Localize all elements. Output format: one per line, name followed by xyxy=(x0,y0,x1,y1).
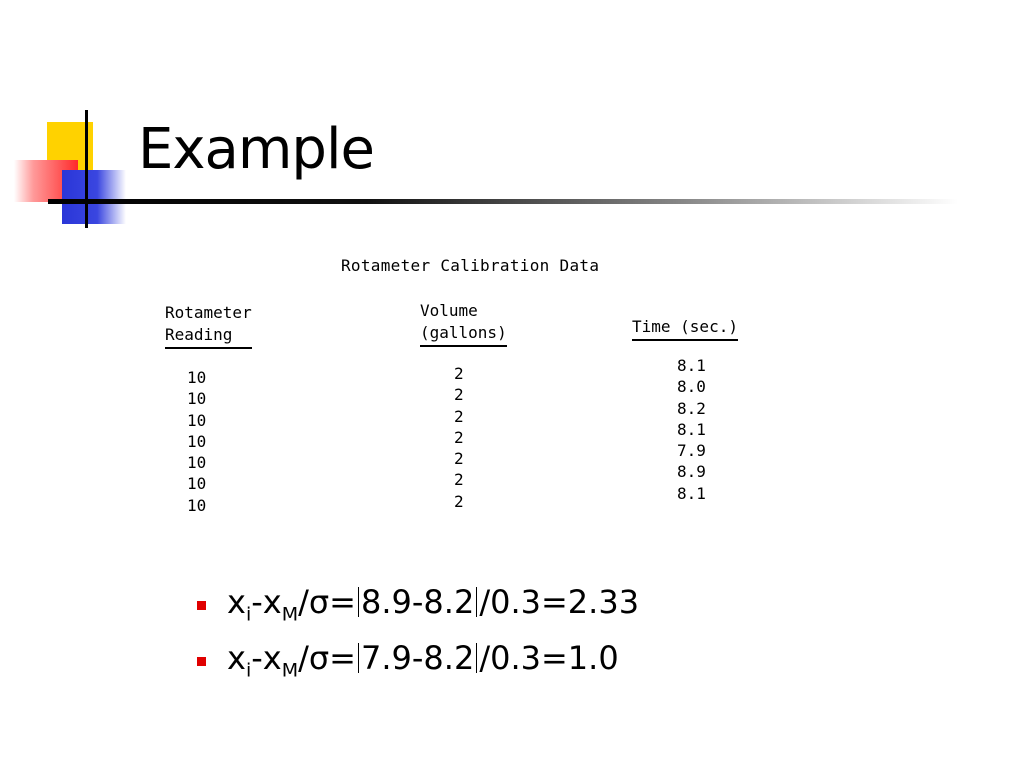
cell: 2 xyxy=(454,449,464,469)
cell: 10 xyxy=(187,389,207,409)
header-line: Volume xyxy=(420,301,478,320)
title-underline-rule xyxy=(48,199,958,204)
abs-bar-left xyxy=(358,643,359,673)
cell: 10 xyxy=(187,410,207,430)
cell: 8.1 xyxy=(677,356,706,375)
equals: = xyxy=(329,583,356,621)
abs-bar-right xyxy=(476,643,477,673)
bullet-item xyxy=(195,580,639,636)
column-rotameter-reading xyxy=(165,302,252,516)
column-values xyxy=(632,355,738,504)
subscript-i: i xyxy=(245,659,252,682)
slide-corner-ornament xyxy=(0,0,140,240)
cell: 8.0 xyxy=(677,377,706,397)
abs-bar-left xyxy=(358,587,359,617)
subscript-i: i xyxy=(245,603,252,626)
column-header xyxy=(632,316,738,341)
cell: 8.9 xyxy=(677,462,706,482)
slide-title: Example xyxy=(138,117,374,182)
result: /0.3=1.0 xyxy=(479,639,619,677)
minus-x: -x xyxy=(251,639,282,677)
sigma-symbol: σ xyxy=(308,639,330,677)
header-line: Time (sec.) xyxy=(632,317,738,336)
minus-x: -x xyxy=(251,583,282,621)
sigma-symbol: σ xyxy=(308,583,330,621)
cell: 7.9 xyxy=(677,441,706,461)
subscript-m: M xyxy=(281,659,299,682)
abs-expression: 7.9-8.2 xyxy=(360,639,475,677)
cell: 2 xyxy=(454,385,464,405)
cell: 2 xyxy=(454,491,464,511)
cell: 8.2 xyxy=(677,398,706,418)
column-header xyxy=(420,300,507,347)
cell: 8.1 xyxy=(677,419,706,439)
header-line: (gallons) xyxy=(420,323,507,342)
column-values xyxy=(165,367,252,516)
cell: 10 xyxy=(187,431,207,451)
column-values xyxy=(420,363,507,512)
cell: 2 xyxy=(454,427,464,447)
bullet-item xyxy=(195,636,639,692)
cell: 2 xyxy=(454,364,464,383)
result: /0.3=2.33 xyxy=(479,583,640,621)
ornament-blue-square xyxy=(62,170,126,224)
var-x: x xyxy=(227,639,246,677)
cell: 10 xyxy=(187,453,207,473)
cell: 8.1 xyxy=(677,483,706,503)
header-line: Rotameter xyxy=(165,303,252,322)
cell: 10 xyxy=(187,368,207,387)
column-time-sec xyxy=(632,316,738,504)
equals: = xyxy=(329,639,356,677)
bullet-list xyxy=(195,580,639,692)
calibration-table-image xyxy=(150,250,790,530)
cell: 10 xyxy=(187,474,207,494)
column-volume-gallons xyxy=(420,300,507,512)
cell: 10 xyxy=(187,495,207,515)
slash: / xyxy=(298,583,309,621)
table-title: Rotameter Calibration Data xyxy=(341,256,600,275)
abs-expression: 8.9-8.2 xyxy=(360,583,475,621)
var-x: x xyxy=(227,583,246,621)
cell: 2 xyxy=(454,470,464,490)
cell: 2 xyxy=(454,406,464,426)
header-line: Reading xyxy=(165,325,233,344)
slash: / xyxy=(298,639,309,677)
column-header xyxy=(165,302,252,349)
bullet-square-icon xyxy=(197,657,206,666)
ornament-vertical-line xyxy=(85,110,88,228)
bullet-square-icon xyxy=(197,601,206,610)
abs-bar-right xyxy=(476,587,477,617)
subscript-m: M xyxy=(281,603,299,626)
